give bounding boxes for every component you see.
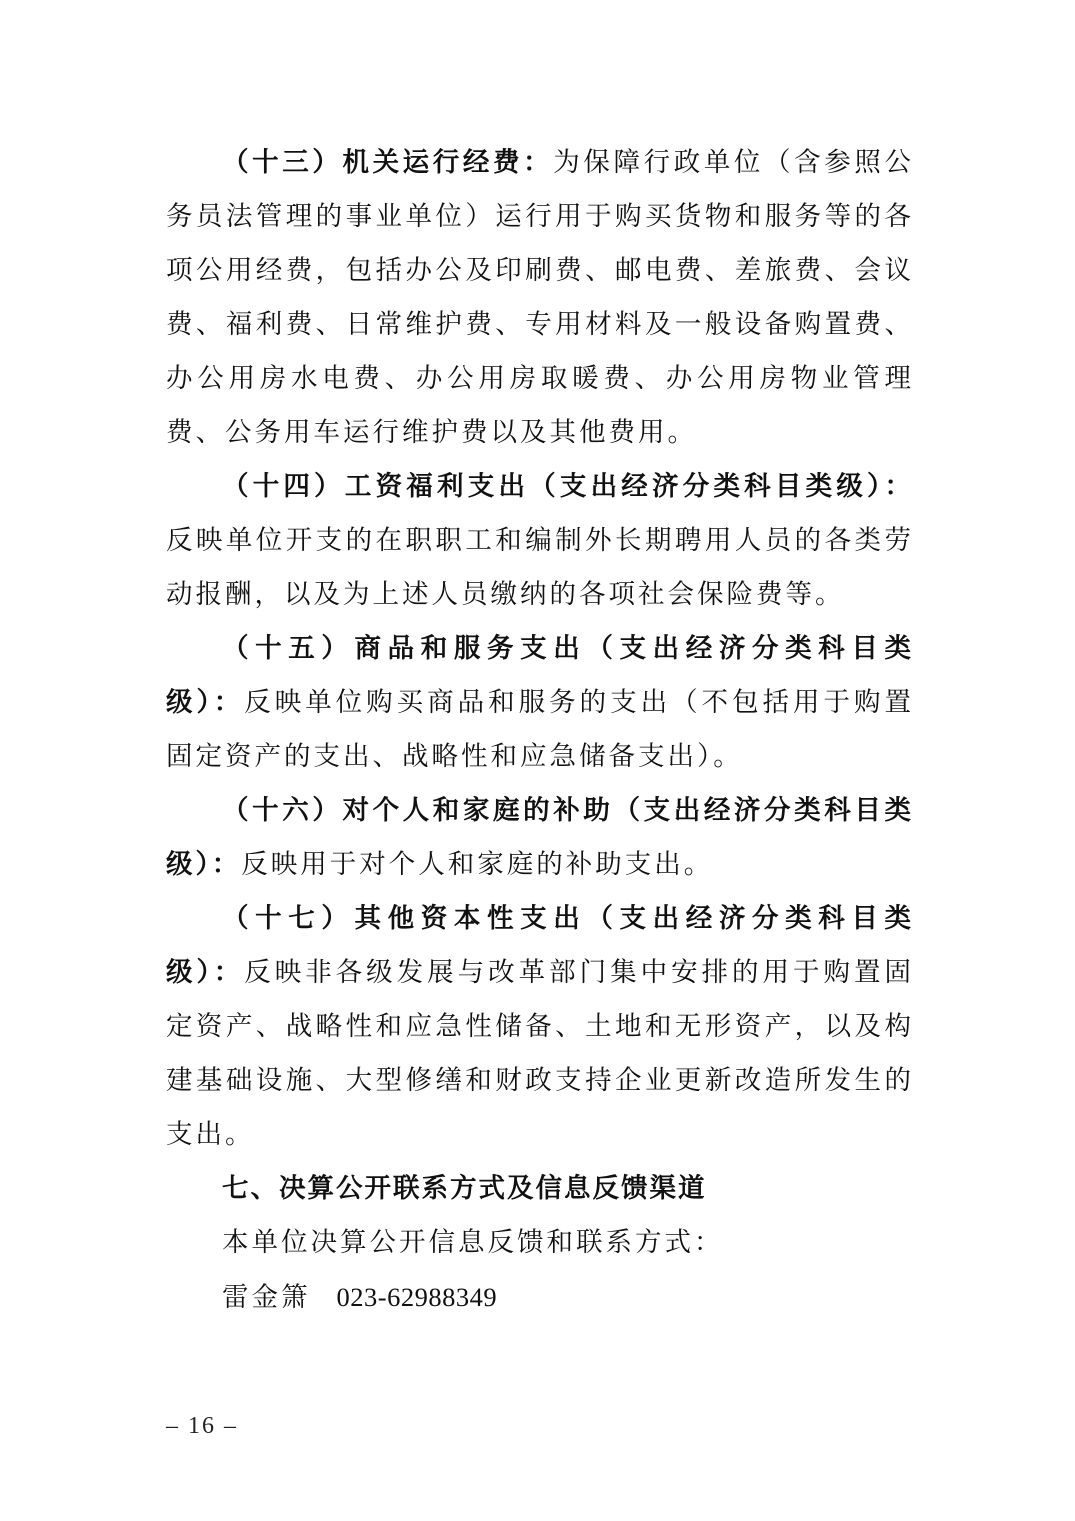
paragraph-text: 为保障行政单位（含参照公务员法管理的事业单位）运行用于购买货物和服务等的各项公用经费，包括办公及印刷费、邮电费、差旅费、会议费、福利费、日常维护费、专用材料及一般设备购置费、办公用房水电费、办公用房取暖费、办公用房物业管理费、公务用车运行维护费以及其他费用。 [166, 147, 914, 448]
paragraph-text: 反映单位购买商品和服务的支出（不包括用于购置固定资产的支出、战略性和应急储备支出）。 [166, 687, 914, 772]
paragraph-heading: （十七）其他资本性支出（支出经济分类科目类级）： [166, 903, 914, 988]
contact-intro: 本单位决算公开信息反馈和联系方式： [222, 1227, 724, 1258]
page-number: – 16 – [166, 1413, 238, 1439]
paragraph-heading: （十六）对个人和家庭的补助（支出经济分类科目类级）： [166, 795, 914, 880]
paragraph-item-13 [166, 136, 914, 460]
contact-name: 雷金箫 [222, 1282, 311, 1313]
contact-line [166, 1270, 914, 1325]
paragraph-item-14 [166, 460, 914, 622]
contact-phone: 023-62988349 [336, 1282, 498, 1312]
section-title: 七、决算公开联系方式及信息反馈渠道 [222, 1173, 707, 1204]
paragraph-text: 反映单位开支的在职职工和编制外长期聘用人员的各类劳动报酬，以及为上述人员缴纳的各项社会保险费等。 [166, 525, 914, 610]
paragraph-item-16 [166, 784, 914, 892]
paragraph-item-15 [166, 622, 914, 784]
paragraph-heading: （十三）机关运行经费： [222, 147, 554, 178]
document-body [166, 136, 914, 1325]
paragraph-heading: （十四）工资福利支出（支出经济分类科目类级）： [222, 471, 914, 502]
paragraph-heading: （十五）商品和服务支出（支出经济分类科目类级）： [166, 633, 914, 718]
paragraph-text: 反映非各级发展与改革部门集中安排的用于购置固定资产、战略性和应急性储备、土地和无形资产，以及构建基础设施、大型修缮和财政支持企业更新改造所发生的支出。 [166, 957, 914, 1150]
paragraph-text: 反映用于对个人和家庭的补助支出。 [241, 849, 714, 880]
paragraph-item-17 [166, 892, 914, 1162]
